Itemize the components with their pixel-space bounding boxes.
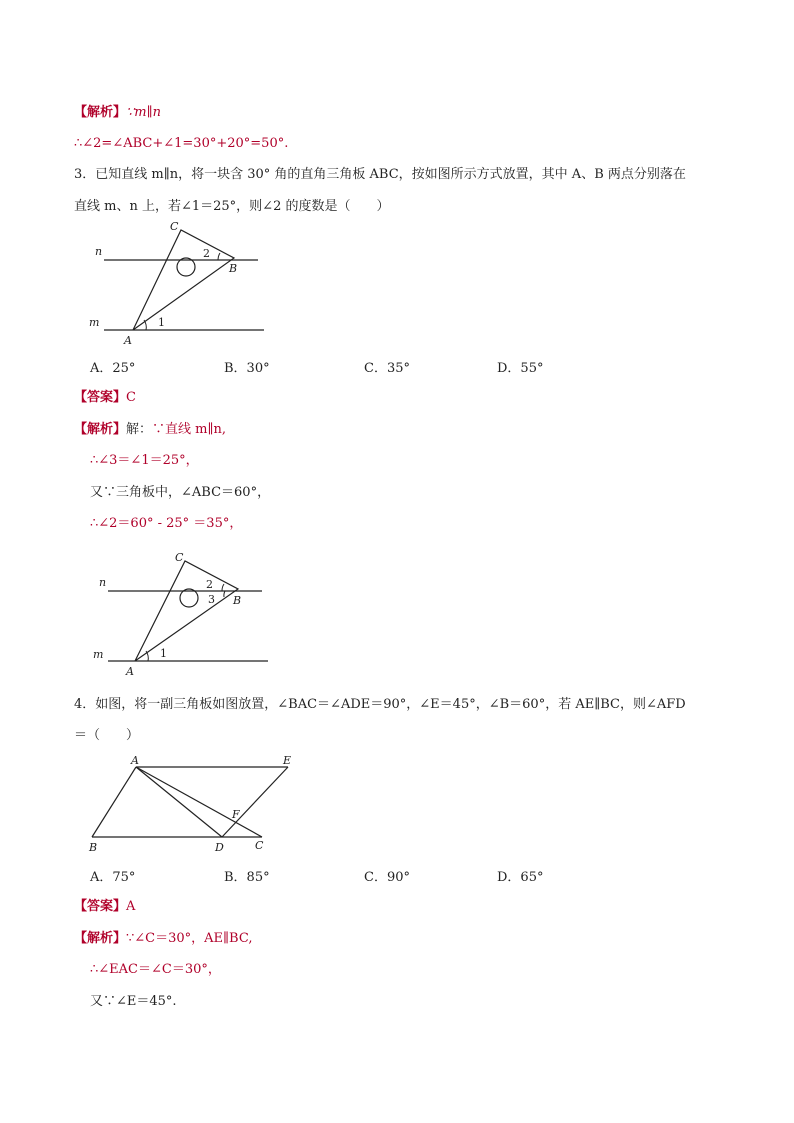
q3-analysis-line-3: 又∵三角板中，∠ABC＝60°，: [90, 485, 271, 500]
q4-analysis-line-1: [74, 930, 252, 948]
label-n: n: [95, 245, 103, 258]
q3-stem-line-1: 3．已知直线 m∥n，将一块含 30° 角的直角三角板 ABC，按如图所示方式放置，其中 A、B 两点分别落在: [74, 167, 686, 182]
label-m: m: [93, 648, 104, 661]
triangle-hole: [177, 258, 195, 276]
label-c: C: [255, 839, 264, 852]
angle-arc-2: [218, 253, 220, 260]
label-n: n: [99, 576, 107, 589]
answer-value: C: [126, 390, 136, 405]
q3-option-c: C．35°: [364, 361, 410, 376]
q4-answer: [74, 898, 135, 916]
label-angle-2: 2: [203, 247, 210, 260]
analysis-tag: 【解析】: [74, 105, 127, 120]
q4-option-b: B．85°: [224, 870, 270, 885]
analysis-lead: 解：: [126, 422, 153, 437]
triangle-abc: [133, 230, 234, 330]
segment-ad: [136, 767, 222, 837]
label-angle-1: 1: [160, 647, 167, 660]
label-angle-1: 1: [158, 316, 165, 329]
label-m: m: [89, 316, 100, 329]
analysis-text: ∵m∥n: [126, 105, 161, 120]
analysis-text: ∵直线 m∥n,: [152, 422, 227, 437]
q3-analysis-line-4: ∴∠2＝60° - 25° ＝35°，: [90, 516, 243, 531]
q4-option-c: C．90°: [364, 870, 410, 885]
q3-option-b: B．30°: [224, 361, 270, 376]
angle-arc-3: [224, 591, 225, 597]
q3-analysis-line-1: [74, 421, 226, 439]
q4-analysis-line-2: ∴∠EAC＝∠C＝30°，: [90, 962, 221, 977]
q3-analysis-line-2: ∴∠3＝∠1＝25°，: [90, 453, 199, 468]
triangle-abc: [135, 561, 238, 661]
analysis-text: ∵∠C＝30°，AE∥BC,: [126, 931, 253, 946]
q3-option-d: D．55°: [497, 361, 544, 376]
q3-option-a: A．25°: [90, 361, 136, 376]
q3-figure: [86, 220, 276, 350]
angle-arc-2: [222, 584, 224, 591]
label-angle-2: 2: [206, 578, 213, 591]
segment-de: [222, 767, 288, 837]
label-f: F: [232, 808, 240, 821]
label-a: A: [126, 665, 134, 678]
label-a: A: [124, 334, 132, 347]
label-angle-3: 3: [208, 593, 215, 606]
q4-analysis-line-3: 又∵∠E＝45°.: [90, 994, 177, 1009]
answer-value: A: [126, 899, 136, 914]
answer-tag: 【答案】: [74, 899, 127, 914]
analysis-tag: 【解析】: [74, 931, 127, 946]
triangle-hole: [180, 589, 198, 607]
q4-option-a: A．75°: [90, 870, 136, 885]
q3-answer: [74, 389, 136, 407]
label-b: B: [89, 841, 98, 854]
q4-stem-line-2: ＝（ ）: [74, 728, 140, 743]
analysis-tag: 【解析】: [74, 422, 127, 437]
q3-stem-line-2: 直线 m、n 上，若∠1＝25°，则∠2 的度数是（ ）: [74, 199, 390, 214]
prev-solution-line-2: ∴∠2=∠ABC+∠1=30°+20°=50°.: [74, 136, 289, 151]
label-c: C: [170, 220, 179, 233]
answer-tag: 【答案】: [74, 390, 127, 405]
label-e: E: [283, 754, 292, 767]
label-a: A: [131, 754, 139, 767]
label-b: B: [229, 262, 238, 275]
segment-ac: [136, 767, 262, 837]
q4-option-d: D．65°: [497, 870, 544, 885]
q4-figure: [84, 750, 304, 860]
label-b: B: [233, 594, 242, 607]
segment-ab: [92, 767, 136, 837]
label-c: C: [175, 551, 184, 564]
q4-stem-line-1: 4．如图，将一副三角板如图放置，∠BAC＝∠ADE＝90°，∠E＝45°，∠B＝60°，若 AE∥BC，则∠AFD: [74, 697, 686, 712]
label-d: D: [215, 841, 224, 854]
prev-solution-line-1: [74, 104, 161, 122]
q3-solution-figure: [90, 550, 280, 680]
